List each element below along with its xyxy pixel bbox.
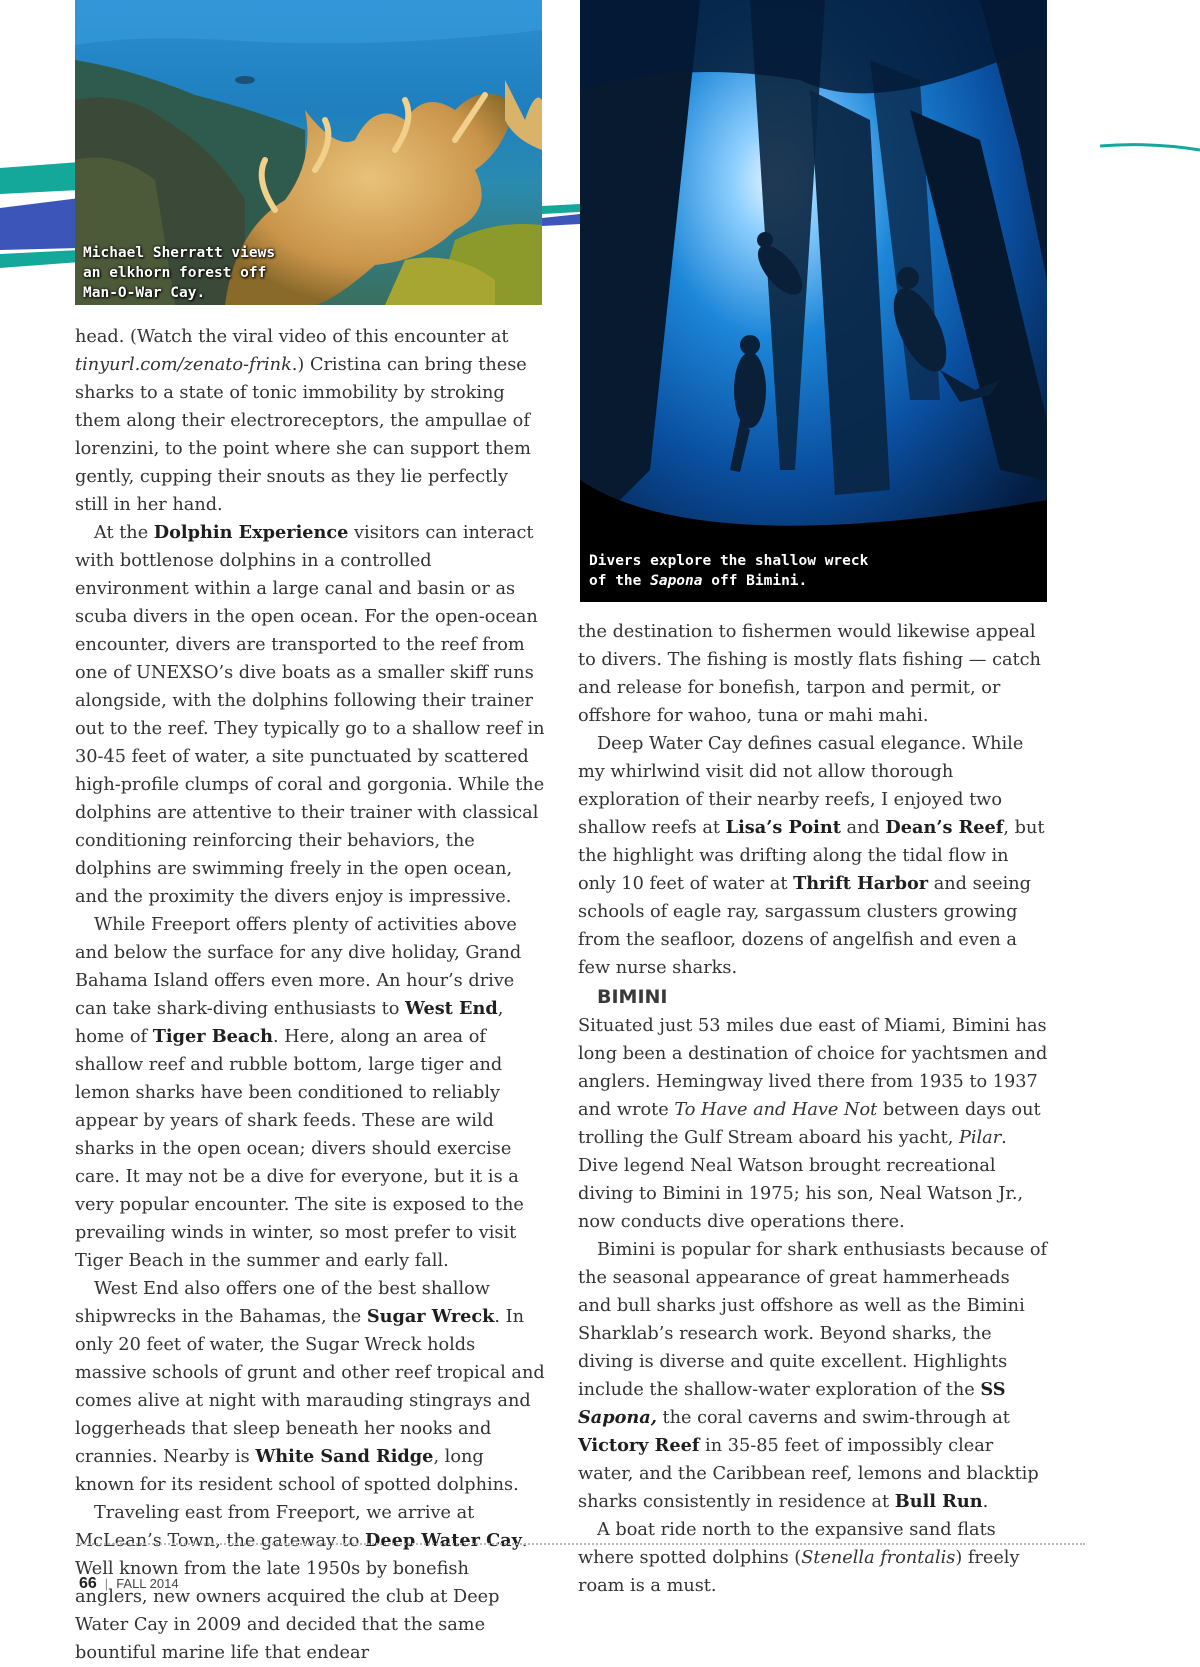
paragraph: Deep Water Cay defines casual elegance. While my whirlwind visit did not allow thorough exploration of their nearby reefs, I enjoyed two shallow reefs at Lisa’s Point and Dean’s Reef, but the highlight was drifting along the tidal flow in only 10 feet of water at Thrift Harbor and seeing schools of eagle ray, sargassum clusters growing from the seafloor, dozens of angelfish and even a few nurse sharks. <box>578 734 1045 978</box>
paragraph: A boat ride north to the expansive sand flats where spotted dolphins (Stenella frontalis) freely roam is a must. <box>578 1520 1020 1596</box>
decorative-swoosh-middle <box>542 200 580 230</box>
decorative-swoosh-left <box>0 150 80 280</box>
caption-line: Divers explore the shallow wreck <box>589 553 869 569</box>
decorative-swoosh-right <box>1100 140 1200 156</box>
issue-label: FALL 2014 <box>116 1576 179 1591</box>
caption-line: Man-O-War Cay. <box>83 285 206 301</box>
page-footer <box>79 1575 179 1593</box>
wreck-photo-caption <box>589 551 889 591</box>
sapona-wreck-photo <box>580 0 1047 602</box>
paragraph: head. (Watch the viral video of this encounter at tinyurl.com/zenato-frink.) Cristina can bring these sharks to a state of tonic immobility by stroking them along their electroreceptors, the ampullae of lorenzini, to the point where she can support them gently, cupping their snouts as they lie perfectly still in her hand. <box>75 327 531 515</box>
footer-separator: | <box>104 1576 109 1591</box>
paragraph: the destination to fishermen would likewise appeal to divers. The fishing is mostly flats fishing — catch and release for bonefish, tarpon and permit, or offshore for wahoo, tuna or mahi mahi. <box>578 622 1041 726</box>
caption-line: Michael Sherratt views <box>83 245 276 261</box>
paragraph: Traveling east from Freeport, we arrive at McLean’s Town, the gateway to Deep Water Cay. Well known from the late 1950s by bonefish anglers, new owners acquired the club at Deep Water Cay in 2009 and decided that the same bountiful marine life that endear <box>75 1503 528 1663</box>
left-text-column <box>75 323 545 1667</box>
paragraph: Bimini is popular for shark enthusiasts because of the seasonal appearance of great hammerheads and bull sharks just offshore as well as the Bimini Sharklab’s research work. Beyond sharks, the diving is diverse and quite excellent. Highlights include the shallow-water exploration of the SS Sapona, the coral caverns and swim-through at Victory Reef in 35-85 feet of impossibly clear water, and the Caribbean reef, lemons and blacktip sharks consistently in residence at Bull Run. <box>578 1240 1048 1512</box>
caption-line: of the Sapona off Bimini. <box>589 573 808 589</box>
section-heading-bimini: BIMINI <box>597 986 668 1008</box>
caption-line: an elkhorn forest off <box>83 265 267 281</box>
footer-divider <box>77 1543 1085 1545</box>
elkhorn-photo-caption <box>83 243 283 303</box>
paragraph: West End also offers one of the best shallow shipwrecks in the Bahamas, the Sugar Wreck. In only 20 feet of water, the Sugar Wreck holds massive schools of grunt and other reef tropical and comes alive at night with marauding stingrays and loggerheads that sleep beneath her nooks and crannies. Nearby is White Sand Ridge, long known for its resident school of spotted dolphins. <box>75 1279 545 1495</box>
paragraph: While Freeport offers plenty of activities above and below the surface for any dive holiday, Grand Bahama Island offers even more. An hour’s drive can take shark-diving enthusiasts to West End, home of Tiger Beach. Here, along an area of shallow reef and rubble bottom, large tiger and lemon sharks have been conditioned to reliably appear by years of shark feeds. These are wild sharks in the open ocean; divers should exercise care. It may not be a dive for everyone, but it is a very popular encounter. The site is exposed to the prevailing winds in winter, so most prefer to visit Tiger Beach in the summer and early fall. <box>75 915 524 1271</box>
paragraph: Situated just 53 miles due east of Miami, Bimini has long been a destination of choice for yachtsmen and anglers. Hemingway lived there from 1935 to 1937 and wrote To Have and Have Not between days out trolling the Gulf Stream aboard his yacht, Pilar. Dive legend Neal Watson brought recreational diving to Bimini in 1975; his son, Neal Watson Jr., now conducts dive operations there. <box>578 1016 1048 1232</box>
page-number: 66 <box>79 1575 97 1592</box>
paragraph: At the Dolphin Experience visitors can interact with bottlenose dolphins in a controlled environment within a large canal and basin or as scuba divers in the open ocean. For the open-ocean encounter, divers are transported to the reef from one of UNEXSO’s dive boats as a smaller skiff runs alongside, with the dolphins following their trainer out to the reef. They typically go to a shallow reef in 30-45 feet of water, a site punctuated by scattered high-profile clumps of coral and gorgonia. While the dolphins are attentive to their trainer with classical conditioning reinforcing their behaviors, the dolphins are swimming freely in the open ocean, and the proximity the divers enjoy is impressive. <box>75 522 545 907</box>
right-text-column <box>578 618 1048 1600</box>
